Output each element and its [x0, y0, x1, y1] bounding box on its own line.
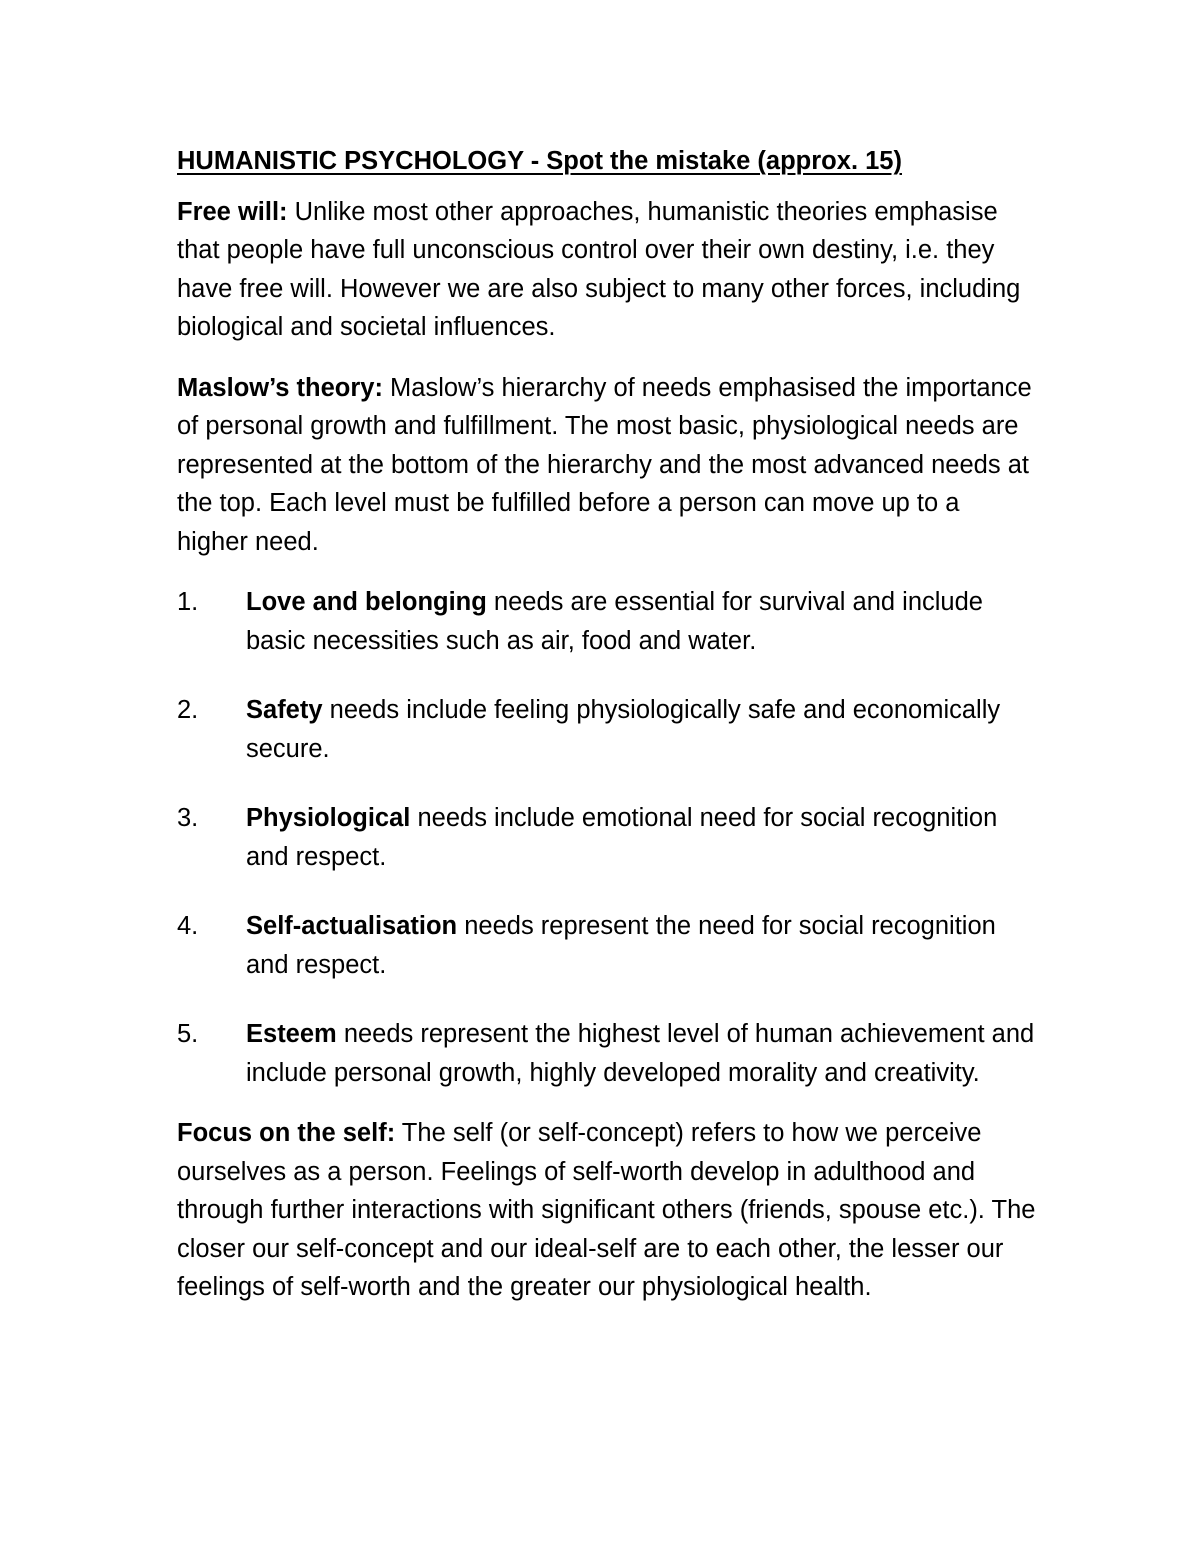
focus-self-label: Focus on the self:: [177, 1119, 396, 1147]
maslow-label: Maslow’s theory:: [177, 373, 383, 402]
list-item: [177, 907, 1037, 984]
free-will-text: Unlike most other approaches, humanistic theories emphasise that people have full unconscious control over their own destiny, i.e. they have free will. However we are also subject to many other forces, including biological and societal influences.: [177, 197, 1021, 341]
list-item-number: 1.: [177, 588, 199, 616]
list-item-number: 2.: [177, 696, 199, 724]
need-term: Esteem: [246, 1020, 337, 1048]
free-will-label: Free will:: [177, 197, 288, 226]
need-term: Safety: [246, 696, 323, 724]
need-description: needs represent the need for social recognition and respect.: [246, 912, 996, 979]
list-item-text: [246, 583, 1037, 660]
need-description: needs represent the highest level of human achievement and include personal growth, highly developed morality and creativity.: [246, 1020, 1035, 1087]
focus-self-text: The self (or self-concept) refers to how we perceive ourselves as a person. Feelings of self-worth develop in adulthood and through further interactions with significant others (friends, spouse etc.). The closer our self-concept and our ideal-self are to each other, the lesser our feelings of self-worth and the greater our physiological health.: [177, 1119, 1036, 1301]
list-item-number: 4.: [177, 912, 199, 940]
list-item: [177, 691, 1037, 768]
need-term: Physiological: [246, 804, 411, 832]
needs-list: [177, 583, 1037, 1092]
list-item: [177, 1015, 1037, 1092]
maslow-text: Maslow’s hierarchy of needs emphasised the importance of personal growth and fulfillment. The most basic, physiological needs are represented at the bottom of the hierarchy and the most advanced needs at the top. Each level must be fulfilled before a person can move up to a higher need.: [177, 373, 1032, 556]
list-item: [177, 583, 1037, 660]
list-item: [177, 799, 1037, 876]
focus-self-paragraph: [177, 1114, 1037, 1307]
need-description: needs include emotional need for social recognition and respect.: [246, 804, 998, 871]
document-title: HUMANISTIC PSYCHOLOGY - Spot the mistake (approx. 15): [177, 147, 902, 175]
need-description: needs include feeling physiologically safe and economically secure.: [246, 696, 1001, 763]
need-term: Self-actualisation: [246, 912, 458, 940]
free-will-paragraph: [177, 193, 1037, 347]
need-description: needs are essential for survival and include basic necessities such as air, food and water.: [246, 588, 983, 655]
list-item-text: [246, 799, 1037, 876]
maslow-paragraph: [177, 369, 1037, 562]
list-item-number: 3.: [177, 804, 199, 832]
list-item-number: 5.: [177, 1020, 199, 1048]
list-item-text: [246, 1015, 1037, 1092]
list-item-text: [246, 691, 1037, 768]
document-page: [177, 142, 1037, 1329]
need-term: Love and belonging: [246, 588, 487, 616]
list-item-text: [246, 907, 1037, 984]
